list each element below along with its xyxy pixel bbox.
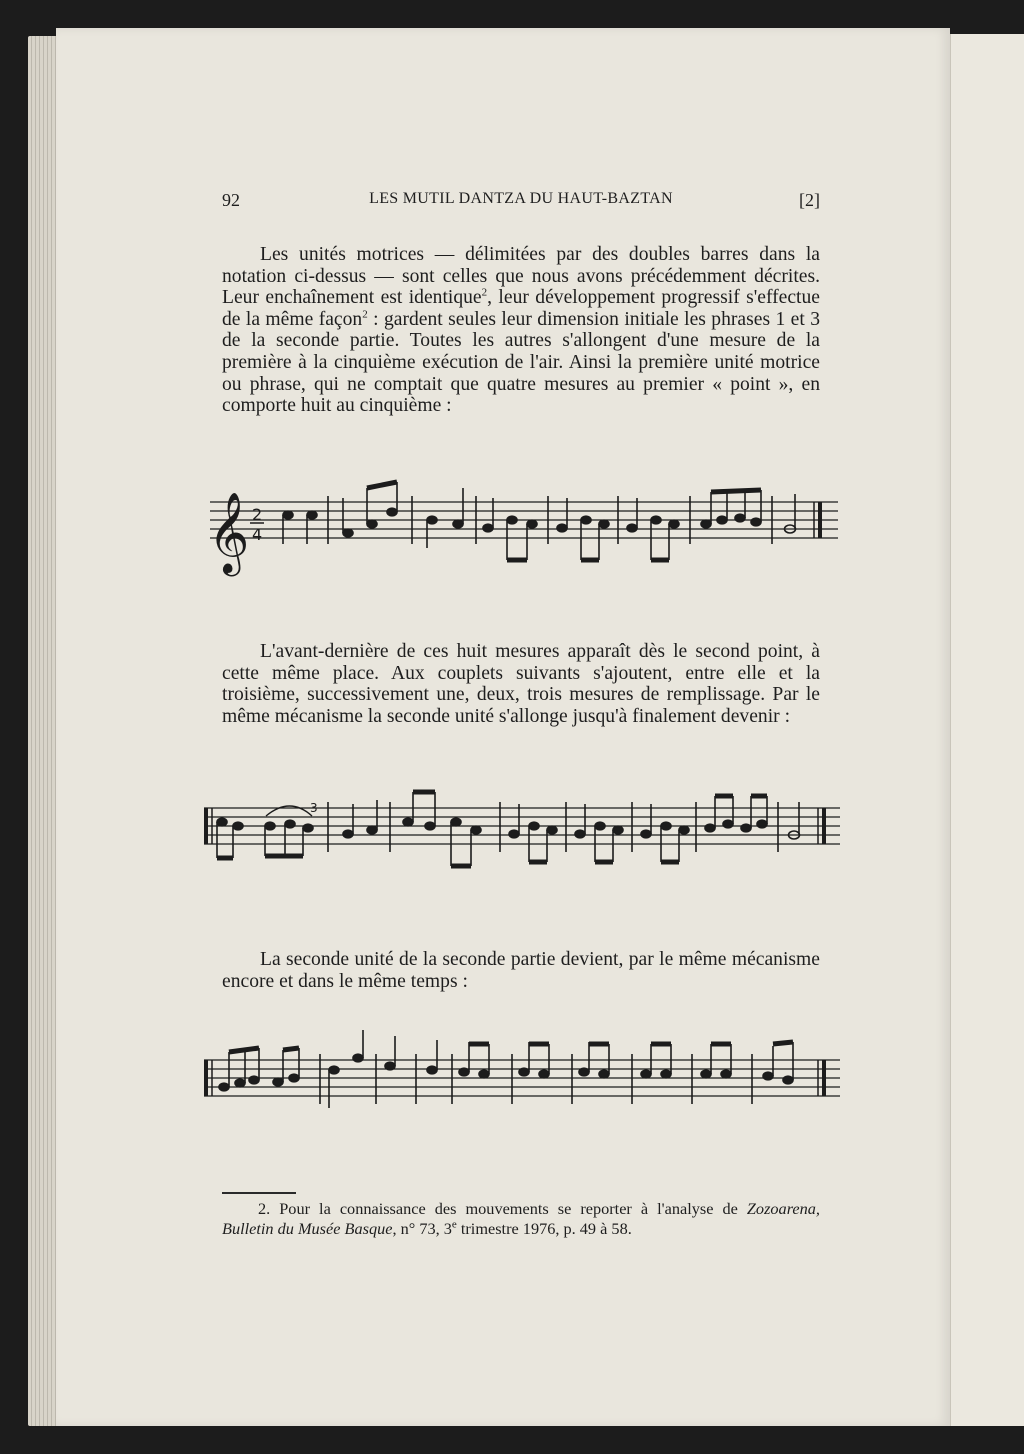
footnote-rule: [222, 1192, 296, 1194]
time-signature-numerator: 2: [252, 505, 263, 524]
facing-page-edge: [950, 34, 1024, 1426]
footnote-ref: 2: [481, 286, 488, 299]
triplet-mark: 3: [310, 801, 318, 815]
music-notes: [283, 482, 820, 560]
music-score-2: [200, 782, 846, 882]
paragraph-1-text-a: Les unités motrices — délimitées par des doubles barres dans la notation ci-dessus — sont celles que nous avons précédemment décrites. Leur enchaînement est identique: [222, 244, 820, 309]
footnote-ref: 2: [362, 308, 368, 321]
running-title: LES MUTIL DANTZA DU HAUT-BAZTAN: [369, 190, 673, 207]
treble-clef-icon: 𝄞: [208, 491, 250, 573]
footnote: [222, 1199, 820, 1238]
paragraph-1-text-b: , leur développement progressif s'effectue de la même façon: [222, 287, 820, 330]
footnote-citation-italic: Zozoarena, Bulletin du Musée Basque: [222, 1199, 820, 1238]
paragraph-1-text-c: : gardent seules leur dimension initiale les phrases 1 et 3 de la seconde partie. Toutes les autres s'allongent d'une mesure de la première à la cinquième exécution de l'air. Ainsi la première unité motrice ou phrase, qui ne comptait que quatre mesures au premier « point », en comporte huit au cinquième :: [222, 308, 821, 417]
paragraph-2: L'avant-dernière de ces huit mesures apparaît dès le second point, à cette même place. Aux couplets suivants s'ajoutent, entre elle et la troisième, successivement une, deux, trois mesures de remplissage. Par le même mécanisme la seconde unité s'allonge jusqu'à finalement devenir :: [222, 641, 820, 727]
section-marker: [2]: [799, 190, 820, 210]
paragraph-3: La seconde unité de la seconde partie devient, par le même mécanisme encore et dans le même temps :: [222, 949, 820, 992]
time-signature-denominator: 4: [252, 525, 263, 544]
paragraph-1: [222, 244, 820, 417]
music-notes: [206, 792, 824, 866]
page-number: 92: [222, 190, 240, 210]
running-header: [222, 190, 820, 214]
music-score-3: [200, 1030, 846, 1120]
footnote-text-a: 2. Pour la connaissance des mouvements se reporter à l'analyse de: [258, 1199, 747, 1218]
footnote-text-b: , n° 73, 3: [392, 1218, 452, 1238]
footnote-text-c: trimestre 1976, p. 49 à 58.: [456, 1218, 632, 1238]
footnote-superscript: e: [451, 1218, 457, 1231]
music-score-1: [206, 468, 846, 584]
